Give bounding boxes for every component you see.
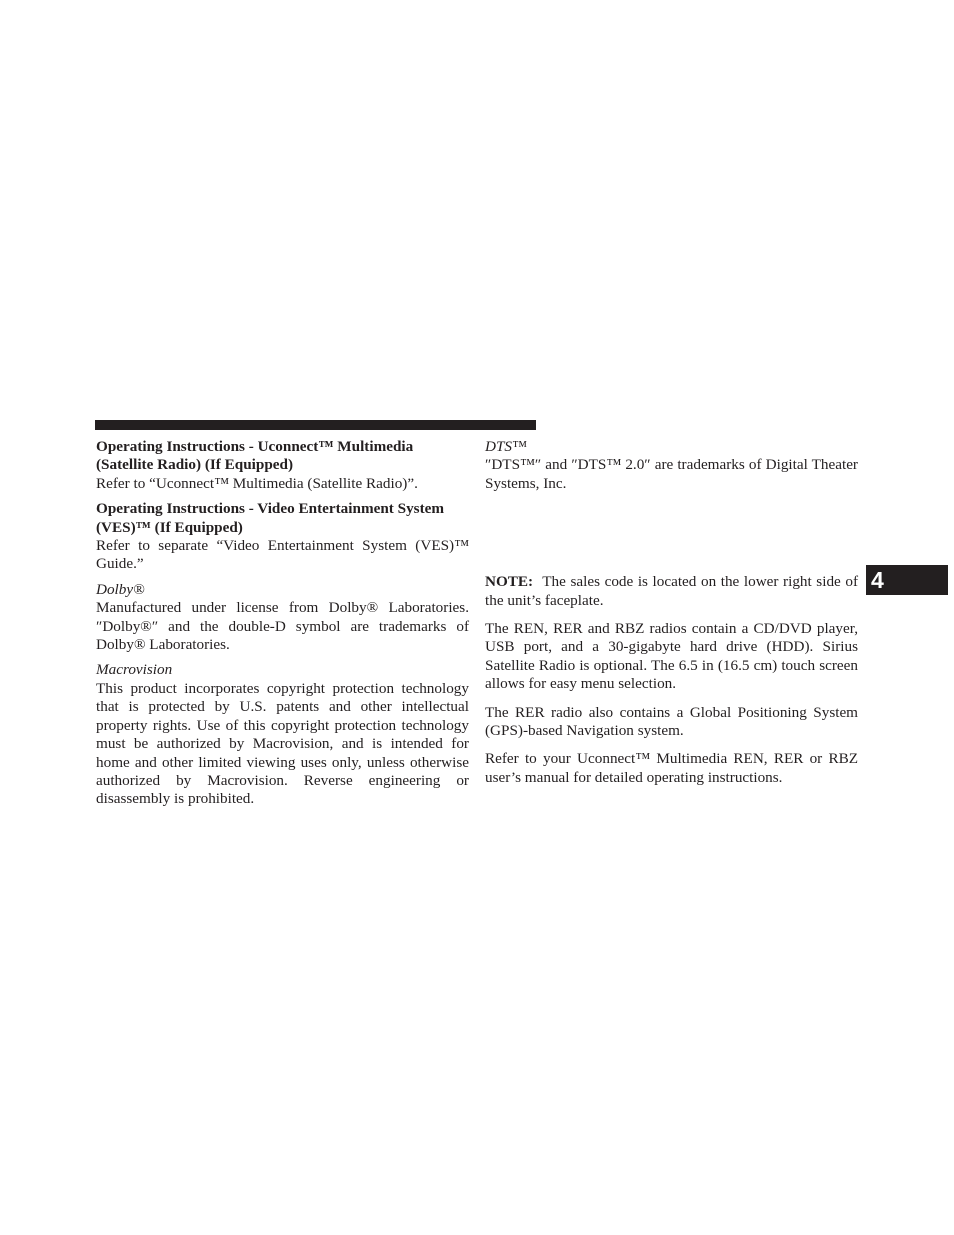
note-text: The sales code is located on the lower right side of the unit’s faceplate. [485,573,859,609]
dolby-heading: Dolby® [96,580,145,598]
uconnect-heading: Operating Instructions - Uconnect™ Multimedia (Satellite Radio) (If Equipped) [96,438,414,474]
note-label: NOTE: [485,573,534,591]
dts-heading: DTS™ [485,438,527,455]
rer-text: The RER radio also contains a Global Positioning System (GPS)-based Navigation system. [485,703,858,740]
macrovision-text: This product incorporates copyright protection technology that is protected by U.S. patents and other intellectual property rights. Use of this copyright protection technology must be authorized by Macrovision, and is intended for home and other limited viewing uses only, unless otherwise authorized by Macrovision. Reverse engineering or disassembly is prohibited. [96,679,469,808]
ves-heading: Operating Instructions - Video Entertainment System (VES)™ (If Equipped) [96,500,445,536]
uconnect-text: Refer to “Uconnect™ Multimedia (Satellite Radio)”. [96,474,418,492]
section-tab: 4 [866,565,948,595]
note-paragraph [485,573,858,610]
dts-text: ″DTS™″ and ″DTS™ 2.0″ are trademarks of Digital Theater Systems, Inc. [485,456,858,492]
right-column [485,438,858,787]
ves-text: Refer to separate “Video Entertainment System (VES)™ Guide.” [96,537,469,573]
dolby-text: Manufactured under license from Dolby® Laboratories. ″Dolby®″ and the double-D symbol are trademarks of Dolby® Laboratories. [96,599,469,654]
left-column [96,438,469,809]
radios-text: The REN, RER and RBZ radios contain a CD/DVD player, USB port, and a 30-gigabyte hard drive (HDD). Sirius Satellite Radio is optional. The 6.5 in (16.5 cm) touch screen allows for easy menu selection. [485,620,858,693]
macrovision-heading: Macrovision [96,661,173,679]
refer-text: Refer to your Uconnect™ Multimedia REN, RER or RBZ user’s manual for detailed operating instructions. [485,750,858,786]
header-rule [95,420,536,430]
